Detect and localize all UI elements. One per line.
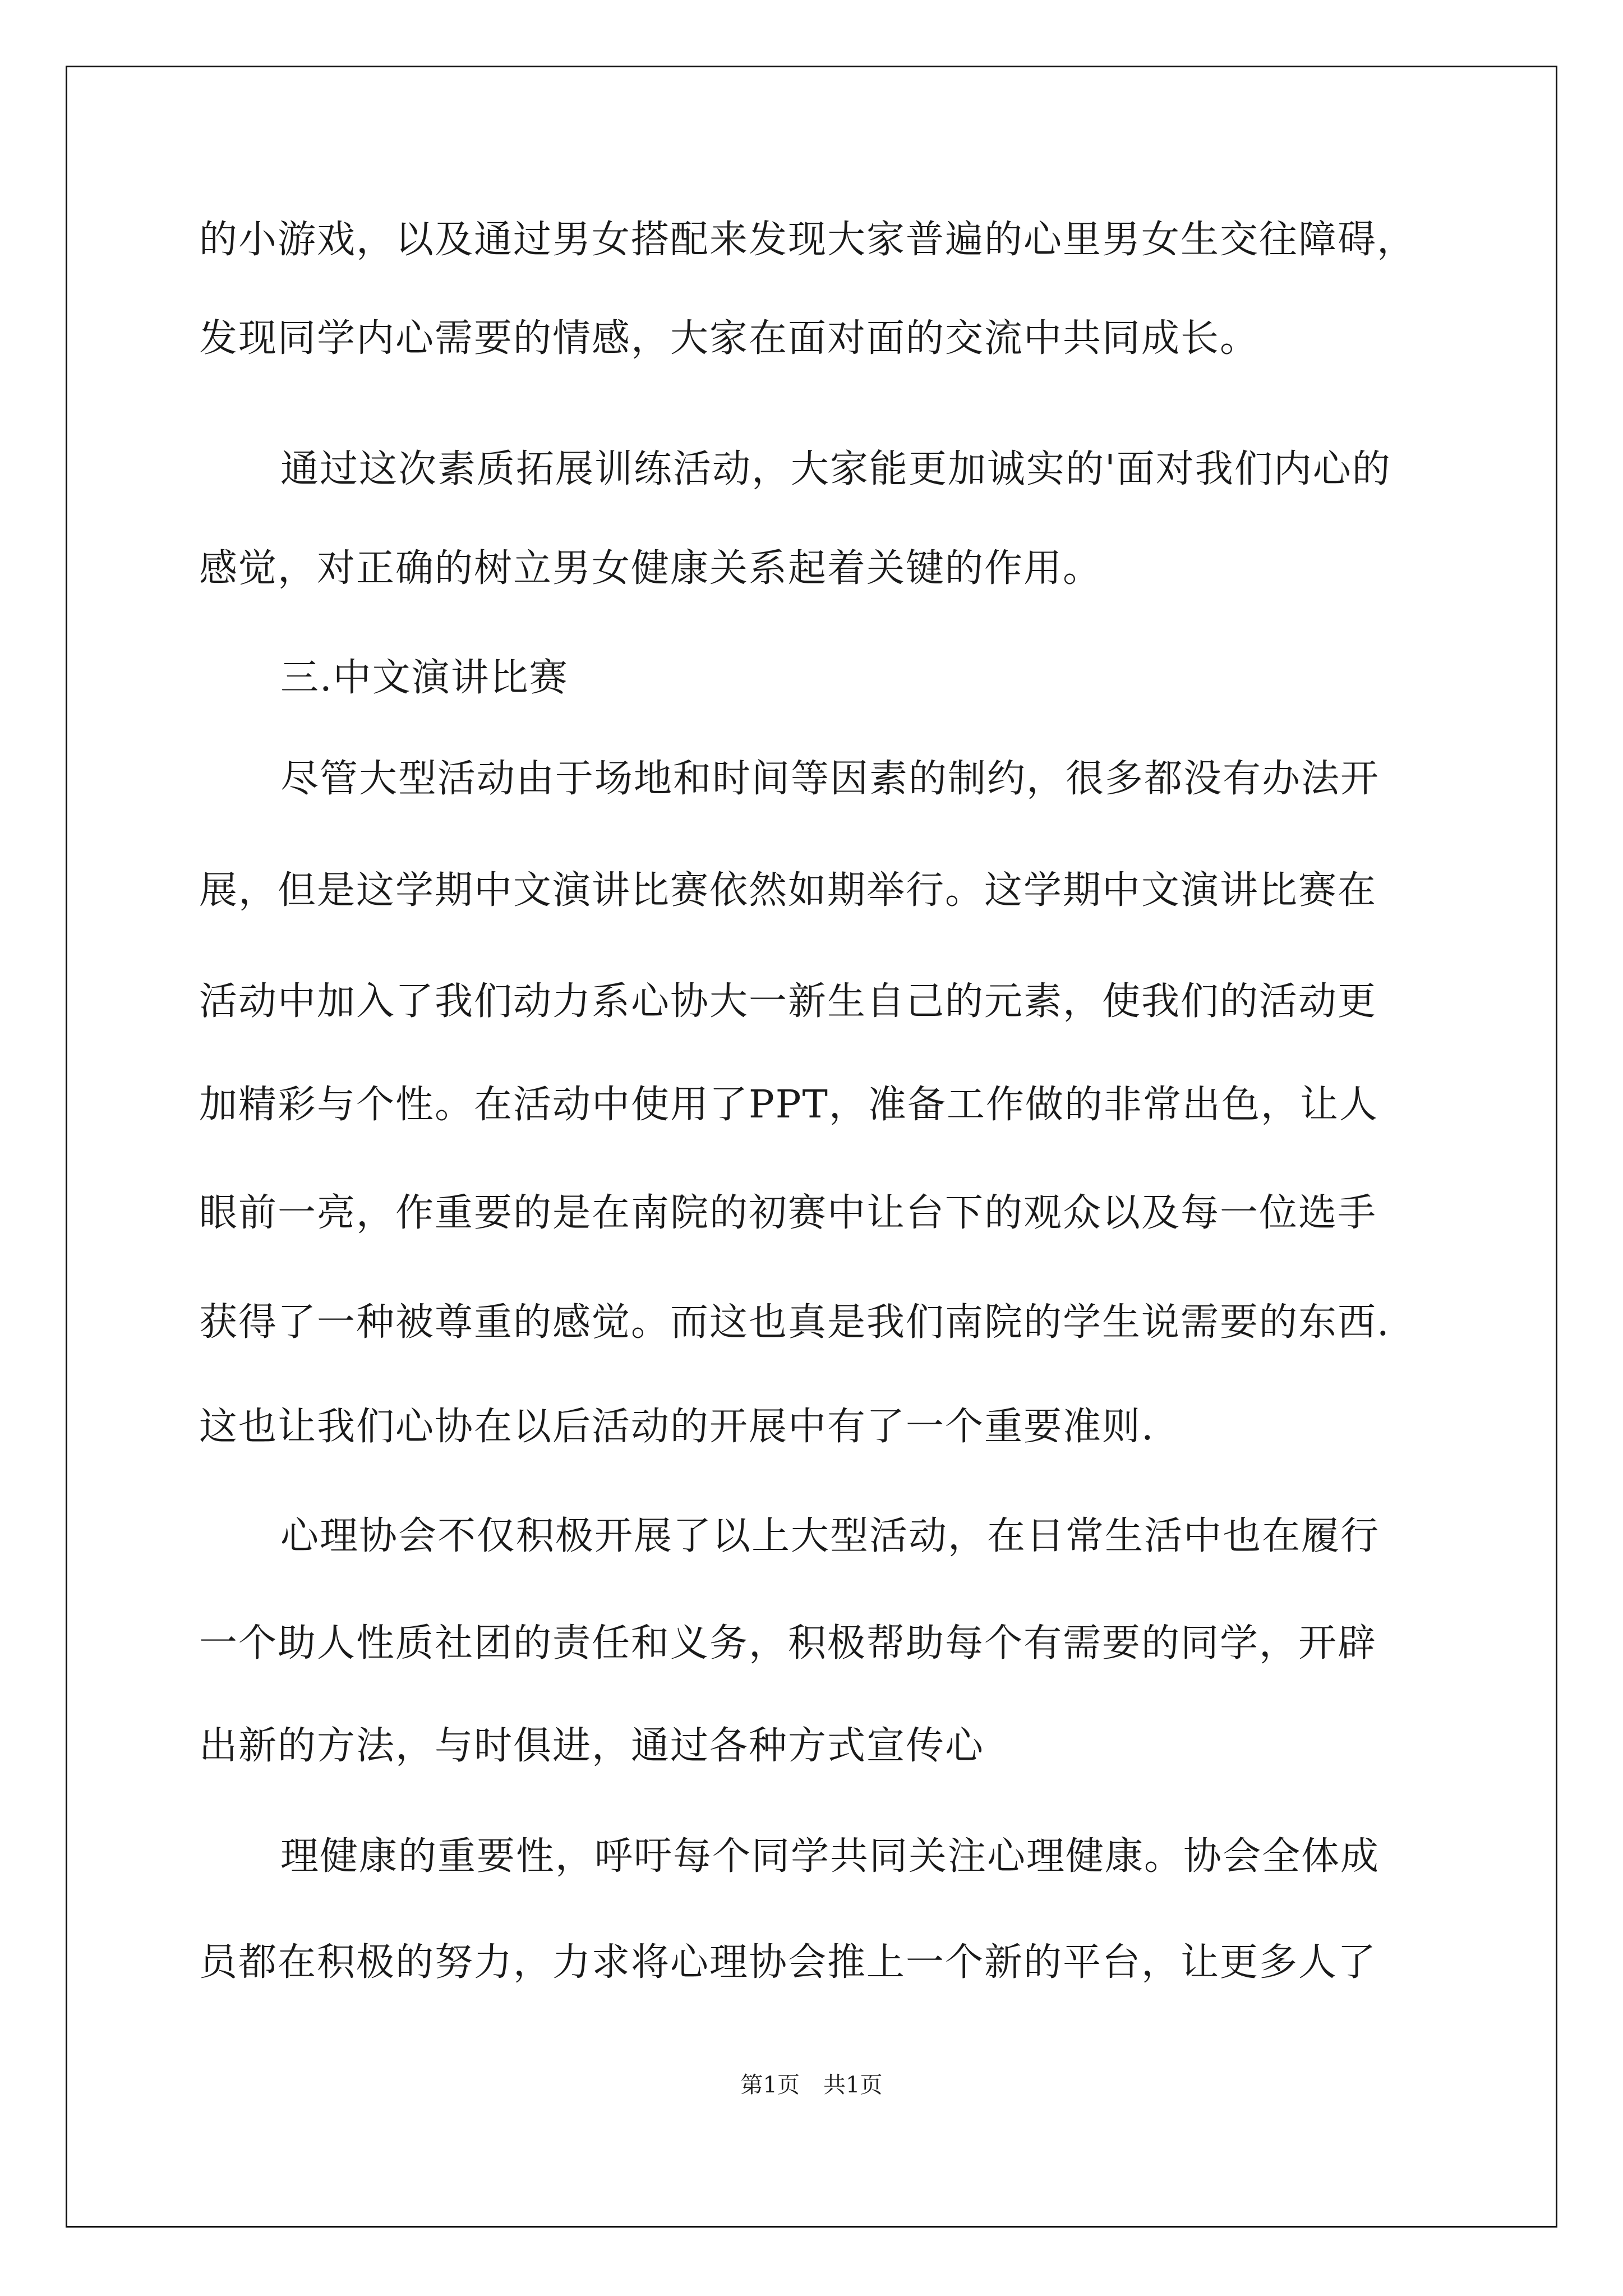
text-line: 的小游戏，以及通过男女搭配来发现大家普遍的心里男女生交往障碍， xyxy=(199,218,1417,262)
text-line: 员都在积极的努力，力求将心理协会推上一个新的平台，让更多人了 xyxy=(199,1940,1377,1985)
page-total: 共1页 xyxy=(823,2072,883,2098)
text-line: 活动中加入了我们动力系心协大一新生自己的元素，使我们的活动更 xyxy=(199,979,1377,1024)
page-number: 第1页 xyxy=(740,2072,800,2098)
text-line: 感觉，对正确的树立男女健康关系起着关键的作用。 xyxy=(199,546,1103,591)
text-line: 展，但是这学期中文演讲比赛依然如期举行。这学期中文演讲比赛在 xyxy=(199,868,1377,913)
text-line: 获得了一种被尊重的感觉。而这也真是我们南院的学生说需要的东西. xyxy=(199,1300,1390,1345)
text-line: 这也让我们心协在以后活动的开展中有了一个重要准则. xyxy=(199,1405,1155,1449)
text-line: 心理协会不仅积极开展了以上大型活动，在日常生活中也在履行 xyxy=(280,1514,1380,1558)
page-border xyxy=(66,66,1557,2228)
section-heading: 三.中文演讲比赛 xyxy=(280,656,569,700)
text-line: 加精彩与个性。在活动中使用了PPT，准备工作做的非常出色，让人 xyxy=(199,1083,1378,1127)
page-footer xyxy=(0,2071,1623,2099)
text-line: 一个助人性质社团的责任和义务，积极帮助每个有需要的同学，开辟 xyxy=(199,1621,1377,1665)
text-line: 出新的方法，与时俱进，通过各种方式宣传心 xyxy=(199,1724,985,1768)
text-line: 通过这次素质拓展训练活动，大家能更加诚实的'面对我们内心的 xyxy=(280,447,1391,491)
text-line: 发现同学内心需要的情感，大家在面对面的交流中共同成长。 xyxy=(199,316,1260,361)
text-line: 理健康的重要性，呼吁每个同学共同关注心理健康。协会全体成 xyxy=(280,1834,1380,1879)
text-line: 眼前一亮，作重要的是在南院的初赛中让台下的观众以及每一位选手 xyxy=(199,1191,1377,1235)
text-line: 尽管大型活动由于场地和时间等因素的制约，很多都没有办法开 xyxy=(280,757,1380,801)
